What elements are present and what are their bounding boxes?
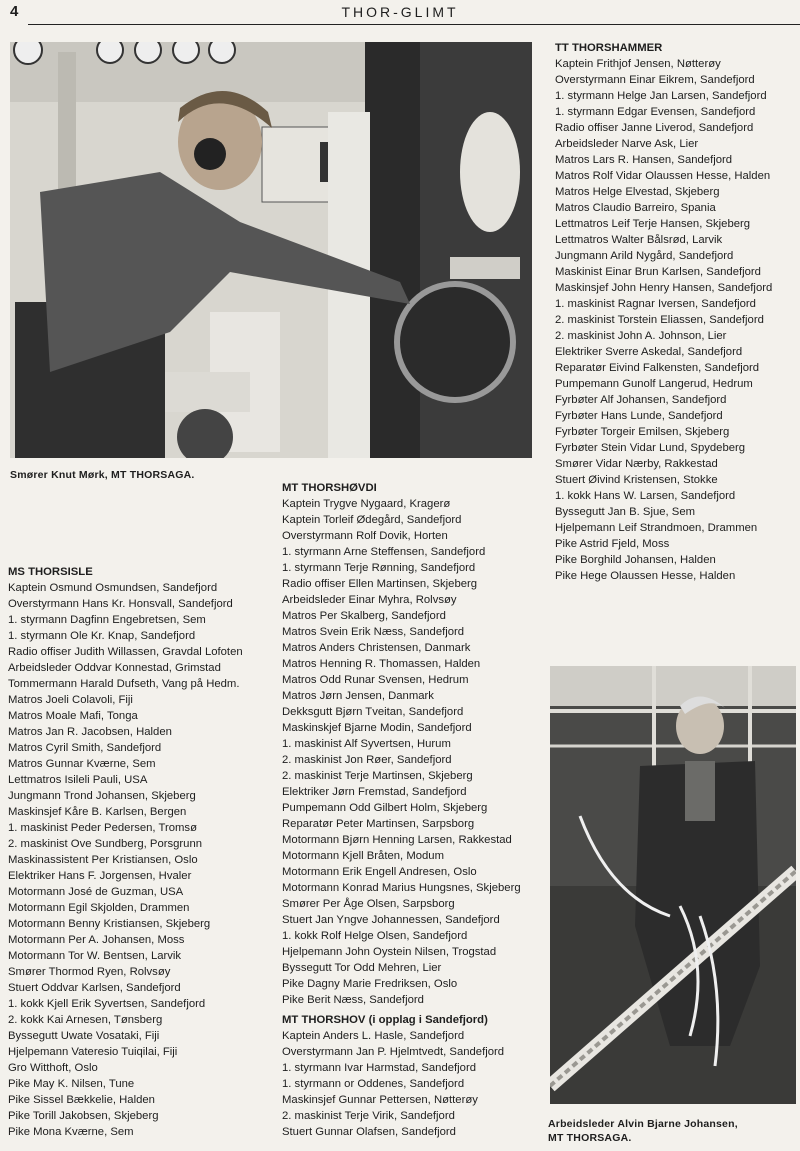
wire-rope-photo-caption [548,1117,738,1145]
thorshammer-heading: TT THORSHAMMER [555,42,663,54]
thorshammer-crew-member: 2. maskinist John A. Johnson, Lier [555,330,727,342]
thorshammer-crew-member: Pumpemann Gunolf Langerud, Hedrum [555,378,753,390]
thorsisle-crew-member: Kaptein Osmund Osmundsen, Sandefjord [8,582,218,594]
thorsisle-crew-member: 1. styrmann Ole Kr. Knap, Sandefjord [8,630,196,642]
thorshammer-crew-member: Overstyrmann Einar Eikrem, Sandefjord [555,74,755,86]
thorshammer-crew-member: Matros Rolf Vidar Olaussen Hesse, Halden [555,170,771,182]
thorshammer-crew-member: Pike Borghild Johansen, Halden [555,554,716,566]
thorshovdi-crew-member: Matros Anders Christensen, Danmark [282,642,471,654]
thorsisle-crew-member: Elektriker Hans F. Jorgensen, Hvaler [8,870,192,882]
thorsisle-crew-member: Arbeidsleder Oddvar Konnestad, Grimstad [8,662,221,674]
thorshovdi-crew-member: Dekksgutt Bjørn Tveitan, Sandefjord [282,706,464,718]
thorshammer-crew-member: Matros Helge Elvestad, Skjeberg [555,186,720,198]
thorsisle-crew-member: Pike Mona Kværne, Sem [8,1126,134,1138]
thorshammer-crew-member: Lettmatros Walter Bålsrød, Larvik [555,234,723,246]
thorsisle-heading: MS THORSISLE [8,566,93,578]
thorshovdi-crew-member: Byssegutt Tor Odd Mehren, Lier [282,962,442,974]
thorshovdi-crew-member: Motormann Erik Engell Andresen, Oslo [282,866,477,878]
thorsisle-crew-member: Motormann Tor W. Bentsen, Larvik [8,950,182,962]
thorshovdi-crew-member: Smører Per Åge Olsen, Sarpsborg [282,898,455,910]
thorsisle-crew-member: Jungmann Trond Johansen, Skjeberg [8,790,196,802]
thorshammer-crew-member: Fyrbøter Hans Lunde, Sandefjord [555,410,723,422]
thorshovdi-crew-member: Matros Svein Erik Næss, Sandefjord [282,626,465,638]
thorshov-crew-member: Overstyrmann Jan P. Hjelmtvedt, Sandefjord [282,1046,505,1058]
thorshovdi-crew-member: Matros Henning R. Thomassen, Halden [282,658,481,670]
thorsisle-crew-member: 2. maskinist Ove Sundberg, Porsgrunn [8,838,203,850]
wire-rope-photo [550,666,796,1104]
engine-room-photo [10,42,532,458]
thorshammer-crew-member: Stuert Øivind Kristensen, Stokke [555,474,718,486]
thorsisle-crew-member: Tommermann Harald Dufseth, Vang på Hedm. [8,678,240,690]
thorshovdi-crew-member: 2. maskinist Jon Røer, Sandefjord [282,754,452,766]
thorsisle-crew-member: Motormann Egil Skjolden, Drammen [8,902,190,914]
thorshammer-crew-member: Elektriker Sverre Askedal, Sandefjord [555,346,743,358]
thorsisle-crew-member: Motormann Per A. Johansen, Moss [8,934,185,946]
thorshov-crew-member: 1. styrmann or Oddenes, Sandefjord [282,1078,465,1090]
thorsisle-crew-member: Matros Moale Mafi, Tonga [8,710,138,722]
thorshovdi-crew-member: Stuert Jan Yngve Johannessen, Sandefjord [282,914,500,926]
thorshammer-crew-member: Pike Astrid Fjeld, Moss [555,538,670,550]
thorshovdi-crew-member: Elektriker Jørn Fremstad, Sandefjord [282,786,467,798]
thorsisle-crew-member: Byssegutt Uwate Vosataki, Fiji [8,1030,160,1042]
thorshammer-crew-member: Maskinist Einar Brun Karlsen, Sandefjord [555,266,761,278]
thorsisle-crew-member: Pike May K. Nilsen, Tune [8,1078,135,1090]
thorshammer-crew-member: Hjelpemann Leif Strandmoen, Drammen [555,522,758,534]
thorshovdi-crew-member: Pike Berit Næss, Sandefjord [282,994,424,1006]
thorshammer-crew-member: 1. kokk Hans W. Larsen, Sandefjord [555,490,736,502]
header-rule [28,24,800,25]
thorsisle-crew-member: Radio offiser Judith Willassen, Gravdal Lofoten [8,646,243,658]
thorsisle-crew-member: Overstyrmann Hans Kr. Honsvall, Sandefjord [8,598,233,610]
thorshovdi-crew-list [282,480,521,1140]
thorshammer-crew-member: Maskinsjef John Henry Hansen, Sandefjord [555,282,773,294]
thorsisle-crew-member: 1. styrmann Dagfinn Engebretsen, Sem [8,614,206,626]
thorshovdi-crew-member: Motormann Kjell Bråten, Modum [282,850,444,862]
thorsisle-crew-member: Pike Torill Jakobsen, Skjeberg [8,1110,159,1122]
thorsisle-crew-member: Maskinsjef Kåre B. Karlsen, Bergen [8,806,187,818]
thorshammer-crew-member: Kaptein Frithjof Jensen, Nøtterøy [555,58,721,70]
thorsisle-crew-member: Matros Joeli Colavoli, Fiji [8,694,133,706]
thorshammer-crew-member: Smører Vidar Nærby, Rakkestad [555,458,718,470]
thorshovdi-crew-member: Matros Per Skalberg, Sandefjord [282,610,446,622]
thorshovdi-crew-member: Arbeidsleder Einar Myhra, Rolvsøy [282,594,457,606]
page-number: 4 [10,3,19,20]
thorshovdi-crew-member: Pumpemann Odd Gilbert Holm, Skjeberg [282,802,488,814]
page-header [0,0,800,26]
thorshovdi-crew-member: Matros Jørn Jensen, Danmark [282,690,434,702]
thorsisle-crew-member: 2. kokk Kai Arnesen, Tønsberg [8,1014,163,1026]
thorsisle-crew-member: Maskinassistent Per Kristiansen, Oslo [8,854,198,866]
thorshammer-crew-member: Byssegutt Jan B. Sjue, Sem [555,506,696,518]
wire-rope-caption-line-2: MT THORSAGA. [548,1132,632,1144]
thorshammer-crew-member: Matros Claudio Barreiro, Spania [555,202,716,214]
thorsisle-crew-member: 1. kokk Kjell Erik Syvertsen, Sandefjord [8,998,206,1010]
thorsisle-crew-member: 1. maskinist Peder Pedersen, Tromsø [8,822,197,834]
thorsisle-crew-member: Smører Thormod Ryen, Rolvsøy [8,966,171,978]
wire-rope-caption-line-1: Arbeidsleder Alvin Bjarne Johansen, [548,1118,738,1130]
thorshovdi-crew-member: Matros Odd Runar Svensen, Hedrum [282,674,469,686]
thorshov-crew-member: Kaptein Anders L. Hasle, Sandefjord [282,1030,465,1042]
thorshammer-crew-member: Fyrbøter Stein Vidar Lund, Spydeberg [555,442,746,454]
thorshammer-crew-member: Fyrbøter Torgeir Emilsen, Skjeberg [555,426,730,438]
thorshammer-crew-member: Matros Lars R. Hansen, Sandefjord [555,154,733,166]
thorshammer-crew-member: Pike Hege Olaussen Hesse, Halden [555,570,736,582]
thorshovdi-crew-member: Motormann Konrad Marius Hungsnes, Skjeberg [282,882,521,894]
thorshammer-crew-list [555,40,772,584]
thorsisle-crew-member: Matros Gunnar Kværne, Sem [8,758,156,770]
thorsisle-crew-member: Motormann José de Guzman, USA [8,886,184,898]
thorshammer-crew-member: 1. maskinist Ragnar Iversen, Sandefjord [555,298,756,310]
thorshammer-crew-member: Jungmann Arild Nygård, Sandefjord [555,250,734,262]
thorsisle-crew-member: Stuert Oddvar Karlsen, Sandefjord [8,982,181,994]
thorshovdi-crew-member: Hjelpemann John Oystein Nilsen, Trogstad [282,946,497,958]
thorsisle-crew-member: Motormann Benny Kristiansen, Skjeberg [8,918,211,930]
thorshov-crew-member: Maskinsjef Gunnar Pettersen, Nøtterøy [282,1094,478,1106]
thorshammer-crew-member: 1. styrmann Edgar Evensen, Sandefjord [555,106,756,118]
thorshammer-crew-member: Lettmatros Leif Terje Hansen, Skjeberg [555,218,751,230]
engine-room-photo-caption: Smører Knut Mørk, MT THORSAGA. [10,469,195,481]
thorsisle-crew-member: Matros Jan R. Jacobsen, Halden [8,726,172,738]
thorshammer-crew-member: Radio offiser Janne Liverod, Sandefjord [555,122,754,134]
thorshovdi-crew-member: Radio offiser Ellen Martinsen, Skjeberg [282,578,478,590]
thorshov-crew-member: Stuert Gunnar Olafsen, Sandefjord [282,1126,456,1138]
thorshovdi-crew-member: 1. maskinist Alf Syvertsen, Hurum [282,738,451,750]
thorshov-heading: MT THORSHOV (i opplag i Sandefjord) [282,1014,488,1026]
thorshovdi-crew-member: 1. kokk Rolf Helge Olsen, Sandefjord [282,930,468,942]
thorshovdi-crew-member: 1. styrmann Terje Rønning, Sandefjord [282,562,476,574]
thorshammer-crew-member: 2. maskinist Torstein Eliassen, Sandefjord [555,314,764,326]
thorshov-crew-member: 2. maskinist Terje Virik, Sandefjord [282,1110,455,1122]
magazine-title: THOR-GLIMT [341,4,459,20]
thorsisle-crew-member: Matros Cyril Smith, Sandefjord [8,742,162,754]
thorshovdi-crew-member: Kaptein Torleif Ødegård, Sandefjord [282,514,462,526]
thorshovdi-crew-member: 1. styrmann Arne Steffensen, Sandefjord [282,546,486,558]
thorshovdi-crew-member: Kaptein Trygve Nygaard, Kragerø [282,498,451,510]
thorshovdi-crew-member: Motormann Bjørn Henning Larsen, Rakkestad [282,834,512,846]
thorshammer-crew-member: 1. styrmann Helge Jan Larsen, Sandefjord [555,90,767,102]
thorshov-crew-member: 1. styrmann Ivar Harmstad, Sandefjord [282,1062,477,1074]
thorsisle-crew-member: Gro Witthoft, Oslo [8,1062,98,1074]
thorsisle-crew-list [8,564,243,1140]
thorshovdi-crew-member: Overstyrmann Rolf Dovik, Horten [282,530,448,542]
thorshovdi-crew-member: Reparatør Peter Martinsen, Sarpsborg [282,818,475,830]
thorshovdi-crew-member: Maskinskjef Bjarne Modin, Sandefjord [282,722,472,734]
thorsisle-crew-member: Lettmatros Isileli Pauli, USA [8,774,148,786]
thorshovdi-heading: MT THORSHØVDI [282,482,377,494]
thorshammer-crew-member: Fyrbøter Alf Johansen, Sandefjord [555,394,727,406]
thorshammer-crew-member: Reparatør Eivind Falkensten, Sandefjord [555,362,760,374]
thorshovdi-crew-member: Pike Dagny Marie Fredriksen, Oslo [282,978,458,990]
thorsisle-crew-member: Hjelpemann Vateresio Tuiqilai, Fiji [8,1046,178,1058]
thorshovdi-crew-member: 2. maskinist Terje Martinsen, Skjeberg [282,770,473,782]
thorshammer-crew-member: Arbeidsleder Narve Ask, Lier [555,138,699,150]
thorsisle-crew-member: Pike Sissel Bækkelie, Halden [8,1094,155,1106]
